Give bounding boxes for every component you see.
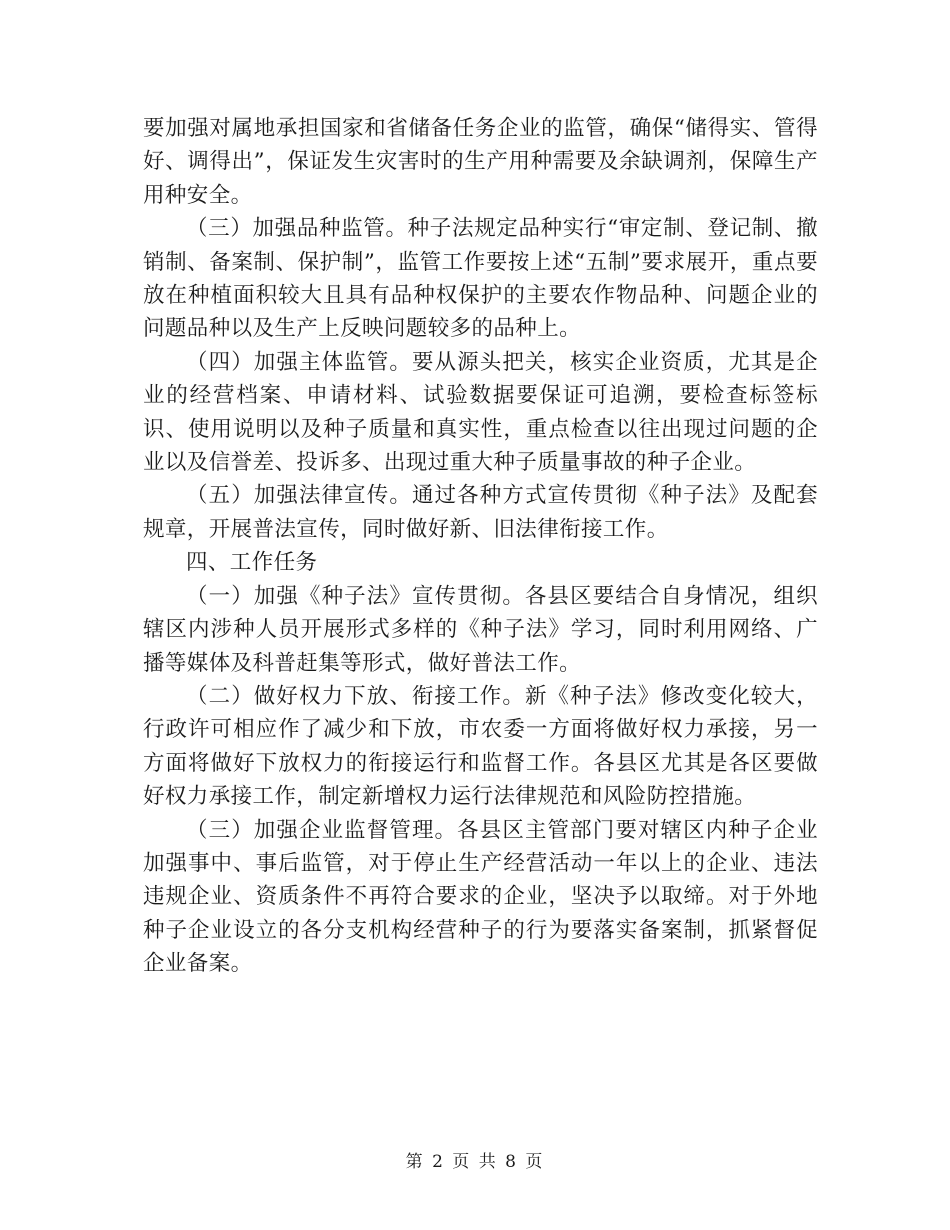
page-footer: 第 2 页 共 8 页: [405, 1152, 545, 1172]
paragraph-3: （四）加强主体监管。要从源头把关，核实企业资质，尤其是企业的经营档案、申请材料、试验数据要保证可追溯，要检查标签标识、使用说明以及种子质量和真实性，重点检查以往出现过问题的企业以及信誉差、投诉多、出现过重大种子质量事故的种子企业。: [143, 349, 818, 476]
document-body: [143, 112, 818, 981]
paragraph-2: （三）加强品种监管。种子法规定品种实行“审定制、登记制、撤销制、备案制、保护制”，监管工作要按上述“五制”要求展开，重点要放在种植面积较大且具有品种权保护的主要农作物品种、问题企业的问题品种以及生产上反映问题较多的品种上。: [143, 216, 818, 342]
paragraph-6: （一）加强《种子法》宣传贯彻。各县区要结合自身情况，组织辖区内涉种人员开展形式多样的《种子法》学习，同时利用网络、广播等媒体及科普赶集等形式，做好普法工作。: [143, 583, 818, 676]
paragraph-1: 要加强对属地承担国家和省储备任务企业的监管，确保“储得实、管得好、调得出”，保证发生灾害时的生产用种需要及余缺调剂，保障生产用种安全。: [143, 116, 818, 208]
paragraph-4: （五）加强法律宣传。通过各种方式宣传贯彻《种子法》及配套规章，开展普法宣传，同时做好新、旧法律衔接工作。: [143, 483, 818, 542]
paragraph-7: （二）做好权力下放、衔接工作。新《种子法》修改变化较大，行政许可相应作了减少和下放，市农委一方面将做好权力承接，另一方面将做好下放权力的衔接运行和监督工作。各县区尤其是各区要做好权力承接工作，制定新增权力运行法律规范和风险防控措施。: [143, 683, 818, 810]
paragraph-8: （三）加强企业监督管理。各县区主管部门要对辖区内种子企业加强事中、事后监管，对于停止生产经营活动一年以上的企业、违法违规企业、资质条件不再符合要求的企业，坚决予以取缔。对于外地种子企业设立的各分支机构经营种子的行为要落实备案制，抓紧督促企业备案。: [143, 817, 818, 977]
section-heading: 四、工作任务: [186, 550, 318, 576]
